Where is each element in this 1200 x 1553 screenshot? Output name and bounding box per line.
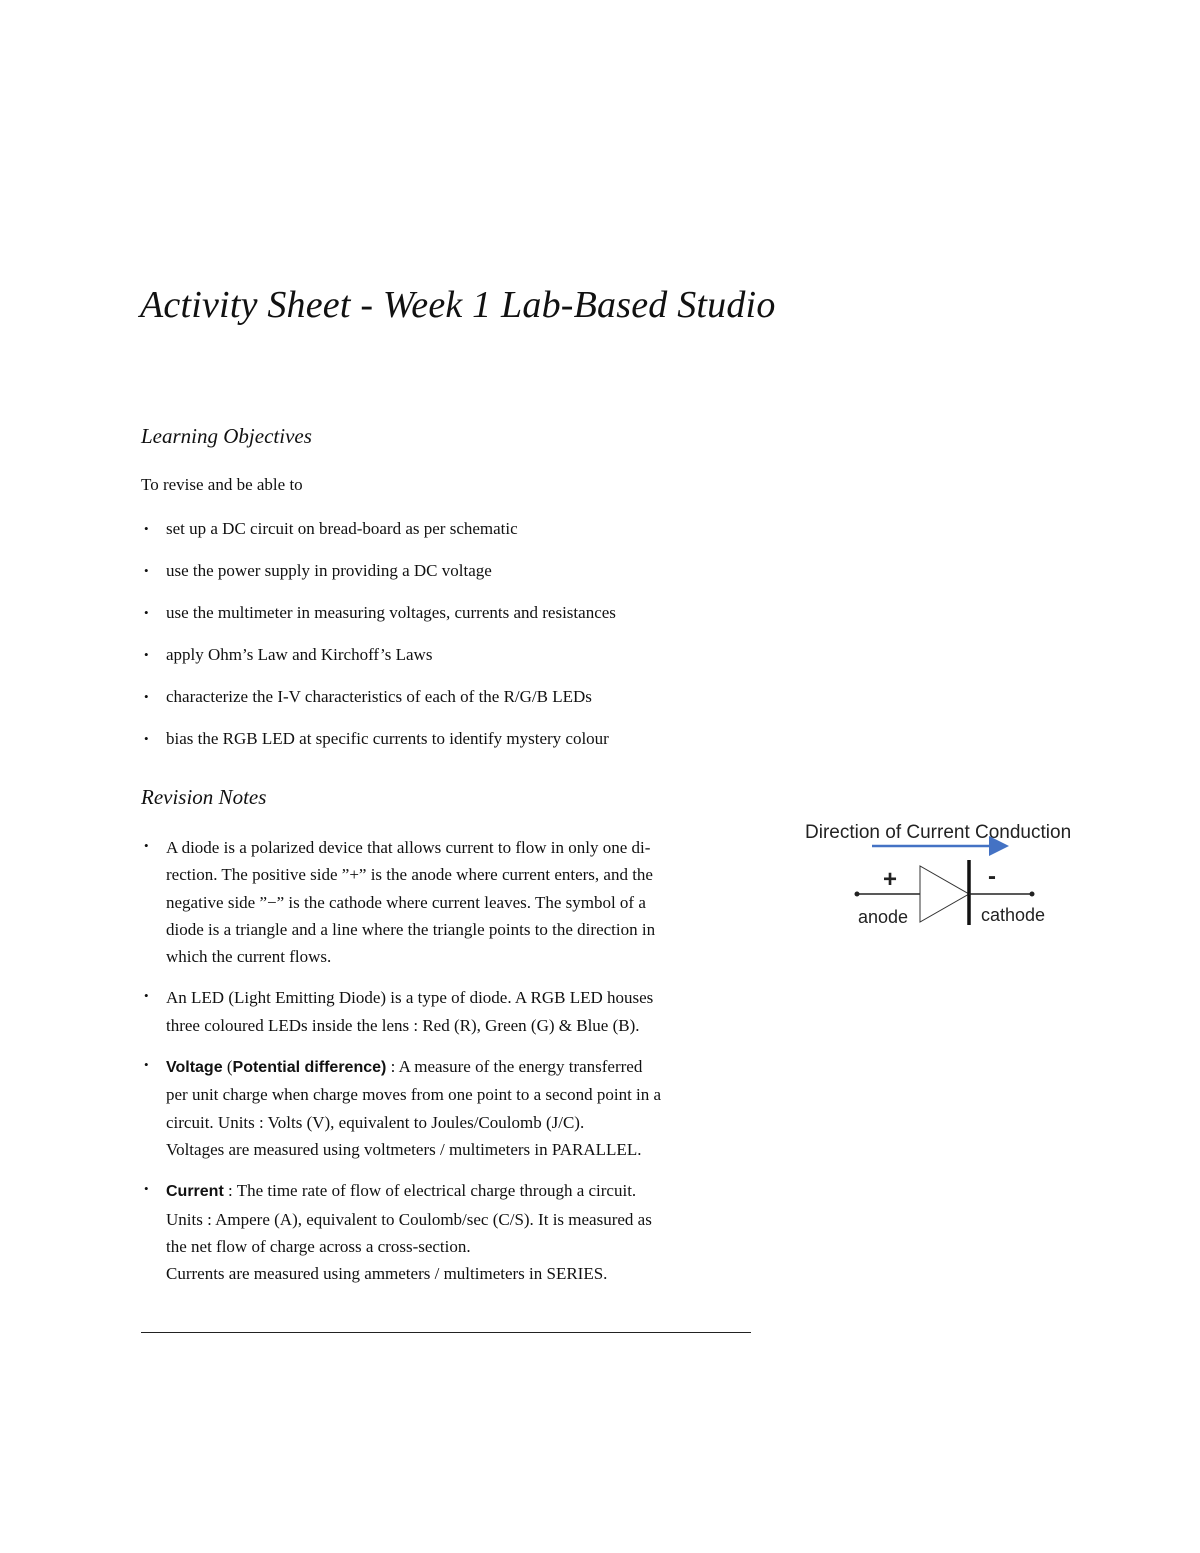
plus-sign: +	[883, 866, 898, 893]
bullet-icon: •	[144, 521, 149, 536]
list-item: • set up a DC circuit on bread-board as per schematic	[141, 517, 841, 559]
objectives-intro: To revise and be able to	[141, 475, 303, 494]
list-item: • use the power supply in providing a DC voltage	[141, 559, 841, 601]
anode-label: anode	[858, 907, 909, 927]
bullet-icon: •	[144, 1057, 149, 1073]
potential-difference-term: Potential difference)	[232, 1059, 387, 1077]
bullet-icon: •	[144, 838, 149, 853]
bullet-icon: •	[144, 647, 149, 662]
note-diode: • A diode is a polarized device that allows current to flow in only one di- rection. The positive side ”+” is the anode where current enters, and the negative side ”−” is the cathode where current leaves. The symbol of a diode is a triangle and a line where the triangle points to the direction in which the current flows.	[141, 834, 741, 970]
cathode-label: cathode	[981, 905, 1046, 925]
list-item: • characterize the I-V characteristics of each of the R/G/B LEDs	[141, 685, 841, 727]
bullet-icon: •	[144, 605, 149, 620]
revision-notes-list	[141, 834, 741, 1301]
bullet-icon: •	[144, 988, 149, 1004]
cathode-terminal	[1030, 892, 1035, 897]
diode-symbol-diagram	[800, 815, 1090, 935]
current-term: Current	[166, 1183, 224, 1201]
learning-objectives-heading: Learning Objectives	[141, 424, 312, 448]
list-item: • apply Ohm’s Law and Kirchoff’s Laws	[141, 643, 841, 685]
voltage-term: Voltage	[166, 1059, 223, 1077]
diagram-title: Direction of Current Conduction	[805, 822, 1072, 843]
list-item: • use the multimeter in measuring voltages, currents and resistances	[141, 601, 841, 643]
footnote-divider	[141, 1332, 751, 1333]
revision-notes-heading: Revision Notes	[141, 785, 267, 809]
note-led: • An LED (Light Emitting Diode) is a type of diode. A RGB LED houses three coloured LEDs inside the lens : Red (R), Green (G) & Blue (B).	[141, 984, 741, 1039]
bullet-icon: •	[144, 731, 149, 746]
page-title: Activity Sheet - Week 1 Lab-Based Studio	[140, 284, 776, 326]
diode-triangle	[920, 866, 969, 922]
list-item: • bias the RGB LED at specific currents to identify mystery colour	[141, 727, 841, 769]
note-voltage: • Voltage (Potential difference) : A measure of the energy transferred per unit charge when charge moves from one point to a second point in a circuit. Units : Volts (V), equivalent to Joules/Coulomb (J/C). Voltages are measured using voltmeters / multimeters in PARALLEL.	[141, 1053, 741, 1163]
bullet-icon: •	[144, 689, 149, 704]
bullet-icon: •	[144, 1181, 149, 1197]
bullet-icon: •	[144, 563, 149, 578]
objectives-list	[141, 517, 841, 769]
note-current: • Current : The time rate of flow of electrical charge through a circuit. Units : Ampere (A), equivalent to Coulomb/sec (C/S). It is measured as the net flow of charge across a cross-section. Currents are measured using ammeters / multimeters in SERIES.	[141, 1177, 741, 1287]
minus-sign: -	[988, 863, 996, 890]
anode-terminal	[855, 892, 860, 897]
